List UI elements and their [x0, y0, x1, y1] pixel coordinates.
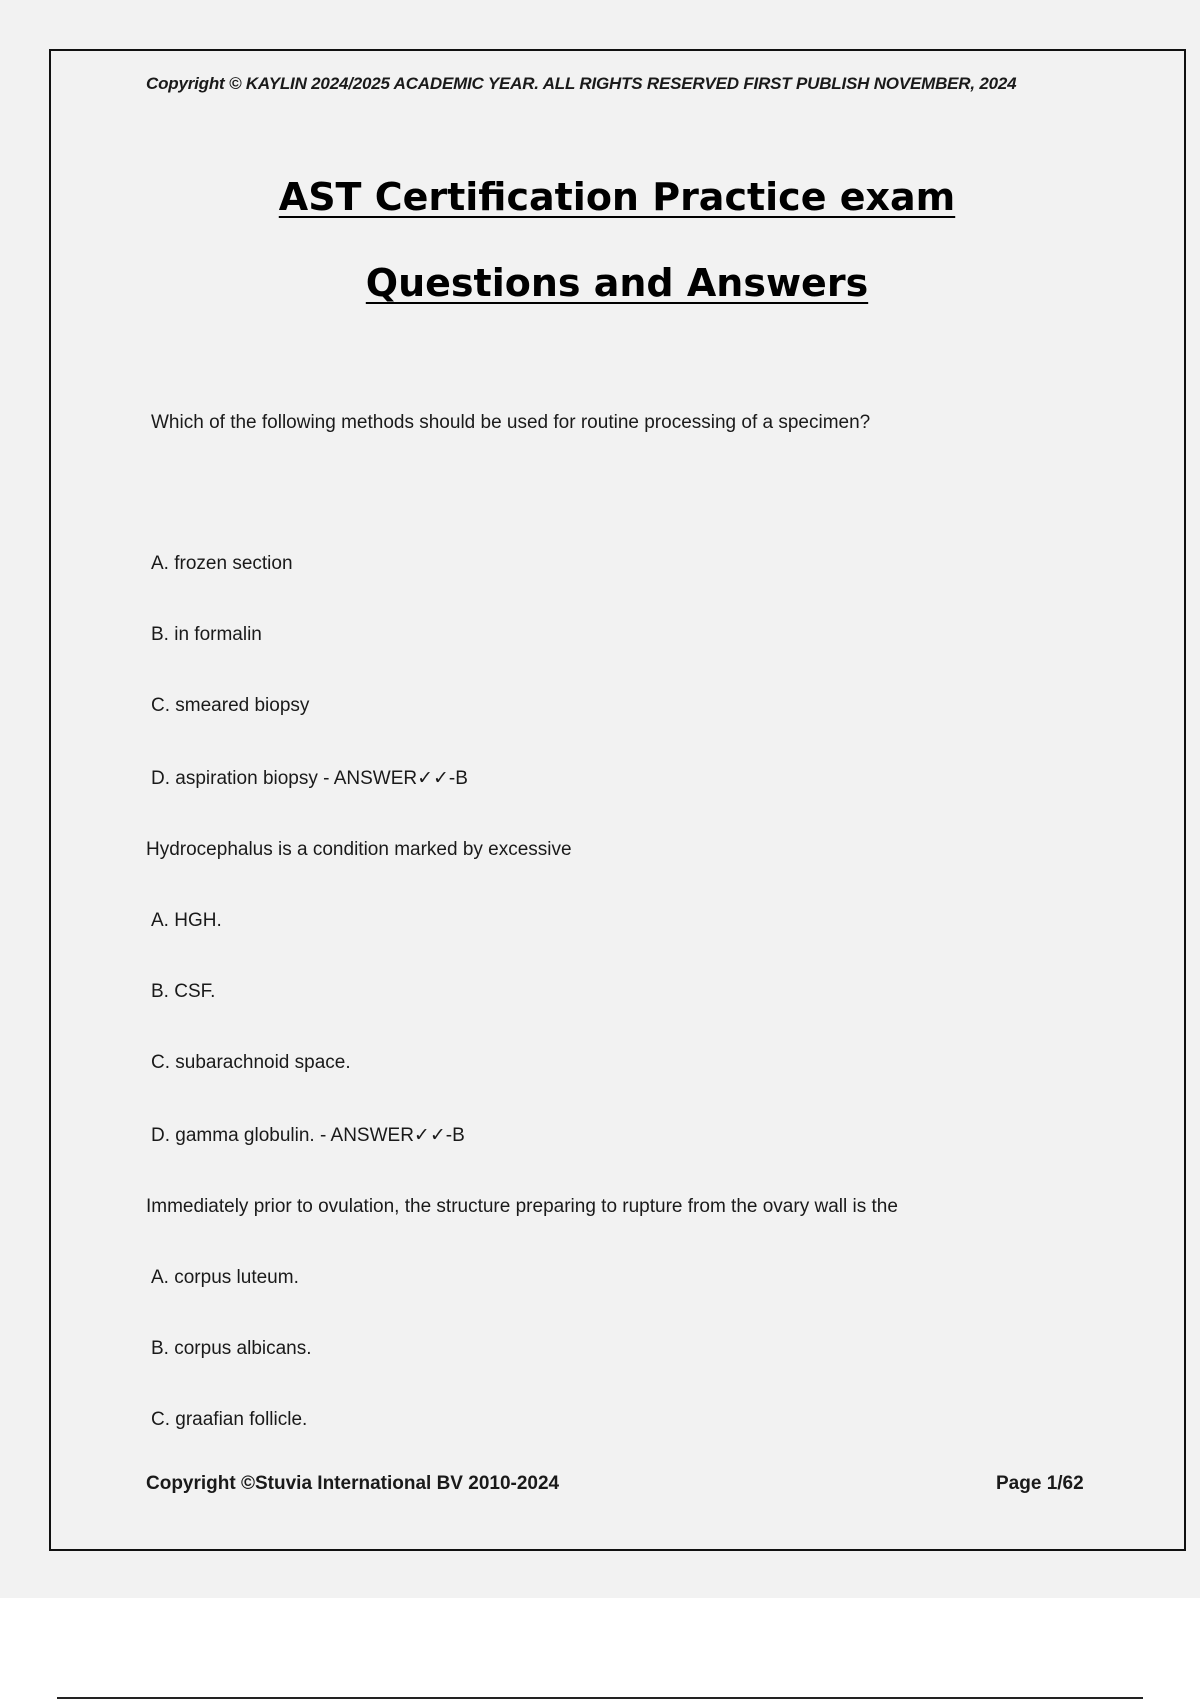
- question-1-option-a: A. frozen section: [151, 553, 293, 574]
- question-3-option-a: A. corpus luteum.: [151, 1267, 299, 1288]
- question-2-option-a: A. HGH.: [151, 910, 222, 931]
- page-number: Page 1/62: [996, 1473, 1084, 1494]
- question-3-text: Immediately prior to ovulation, the structure preparing to rupture from the ovary wall is the: [146, 1196, 898, 1217]
- footer-copyright: Copyright ©Stuvia International BV 2010-2024: [146, 1473, 560, 1494]
- question-1-text: Which of the following methods should be used for routine processing of a specimen?: [151, 412, 871, 433]
- title-line-1-text: AST Certification Practice exam: [278, 175, 956, 219]
- document-title-line-1: [0, 175, 1200, 219]
- header-copyright: Copyright © KAYLIN 2024/2025 ACADEMIC YEAR. ALL RIGHTS RESERVED FIRST PUBLISH NOVEMBER, 2024: [146, 74, 1017, 93]
- question-2-text: Hydrocephalus is a condition marked by excessive: [146, 839, 572, 860]
- question-1-option-b: B. in formalin: [151, 624, 262, 645]
- title-line-2-text: Questions and Answers: [365, 261, 869, 305]
- next-page-divider: [57, 1697, 1143, 1699]
- question-2-option-d-answer: D. gamma globulin. - ANSWER✓✓-B: [151, 1125, 465, 1146]
- document-title-line-2: [0, 261, 1200, 305]
- question-1-option-c: C. smeared biopsy: [151, 695, 310, 716]
- question-3-option-c: C. graafian follicle.: [151, 1409, 308, 1430]
- question-3-option-b: B. corpus albicans.: [151, 1338, 312, 1359]
- question-2-option-c: C. subarachnoid space.: [151, 1052, 351, 1073]
- question-1-option-d-answer: D. aspiration biopsy - ANSWER✓✓-B: [151, 768, 468, 789]
- question-2-option-b: B. CSF.: [151, 981, 216, 1002]
